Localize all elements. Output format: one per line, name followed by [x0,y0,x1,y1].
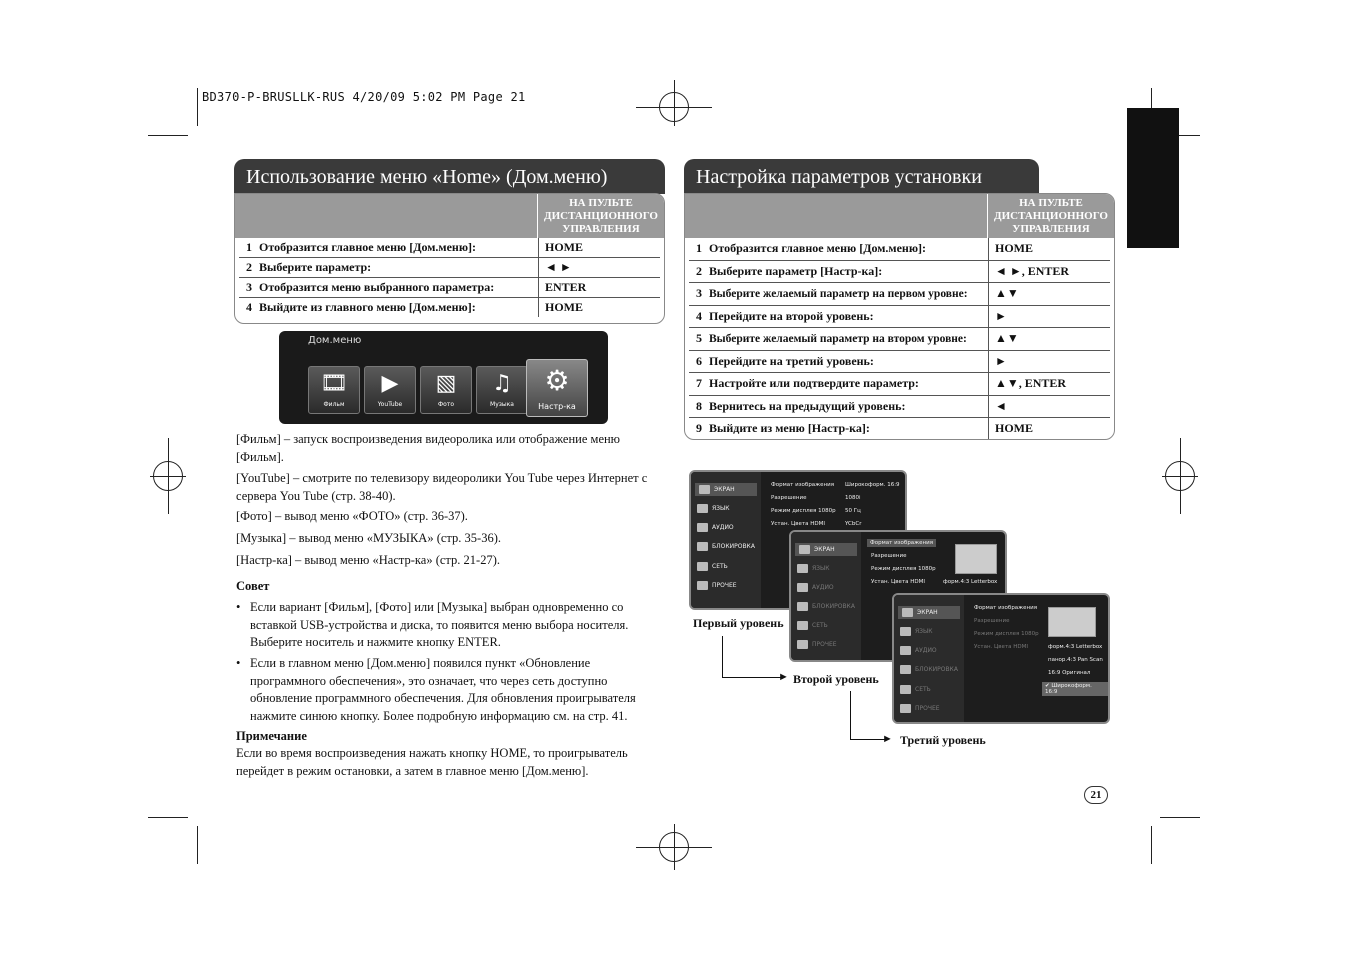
tv-icon [699,485,710,494]
option-name[interactable]: Устан. Цвета HDMI [871,579,925,585]
option-item[interactable]: форм.4:3 Letterbox [1048,644,1103,650]
paragraph-film: [Фильм] – запуск воспроизведения видеоролика или отображение меню [Фильм]. [236,432,621,464]
arrow-line [722,636,723,678]
speaker-icon [797,583,808,592]
home-menu-title: Дом.меню [308,335,362,346]
option-value: 1080i [845,495,861,501]
registration-line [168,438,169,514]
table-row: 2 Выберите параметр [Настр-ка]: ◄ ►, ENTER [689,261,1110,284]
tip-item: • Если в главном меню [Дом.меню] появился пункт «Обновление программного обеспечения», это означает, что через сеть доступно обновление программного обеспечения. Для обновления проигрывателя нажмите синюю кнопку. Более подробную информацию см. на стр. 41. [250,655,664,725]
option-name: Устан. Цвета HDMI [974,644,1028,650]
tile-film[interactable]: 🎞 Фильм [308,366,360,414]
menu-item-screen[interactable]: ЭКРАН [898,606,960,619]
crop-mark [197,88,198,126]
table-row: 3 Выберите желаемый параметр на первом уровне: ▲▼ [689,283,1110,306]
tv-icon [902,608,913,617]
table-row: 1 Отобразится главное меню [Дом.меню]: HOME [689,238,1110,261]
option-value: форм.4:3 Letterbox [943,579,998,585]
crop-mark [197,826,198,864]
menu-item-lock[interactable]: БЛОКИРОВКА [697,542,755,551]
menu-item-lock[interactable]: БЛОКИРОВКА [797,602,855,611]
table-row: 3 Отобразится меню выбранного параметра: ENTER [239,278,660,298]
table-row: 6 Перейдите на третий уровень: ► [689,351,1110,374]
right-section-title: Настройка параметров установки [684,159,1039,194]
photo-icon: ▧ [435,371,457,396]
registration-line [674,80,675,126]
speaker-icon [900,646,911,655]
menu-item-network[interactable]: СЕТЬ [797,621,828,630]
remote-column-header: НА ПУЛЬТЕ ДИСТАНЦИОННОГО УПРАВЛЕНИЯ [537,194,664,238]
left-section-title: Использование меню «Home» (Дом.меню) [234,159,665,194]
note-title: Примечание [236,729,307,743]
aspect-preview-icon [955,544,997,574]
crop-mark [1160,817,1200,818]
label-second-level: Второй уровень [793,672,879,686]
option-value: 50 Гц [845,508,861,514]
page-number: 21 [1084,786,1108,804]
menu-item-other[interactable]: ПРОЧЕЕ [797,640,837,649]
crop-mark [148,817,188,818]
option-name: Режим дисплея 1080p [771,508,836,514]
lock-icon [900,665,911,674]
setup-screen-level3 [892,593,1110,724]
option-name[interactable]: Формат изображения [867,539,936,547]
table-header [685,194,1114,238]
home-steps-table [234,193,665,324]
option-item-selected[interactable]: ✔ Широкоформ. 16:9 [1042,682,1108,696]
tile-youtube[interactable]: ▶ YouTube [364,366,416,414]
menu-item-lock[interactable]: БЛОКИРОВКА [900,665,958,674]
crop-mark [148,135,188,136]
music-note-icon: ♫ [492,371,512,396]
menu-item-language[interactable]: ЯЗЫК [900,627,933,636]
option-name: Разрешение [974,618,1010,624]
tile-photo[interactable]: ▧ Фото [420,366,472,414]
table-row: 9 Выйдите из меню [Настр-ка]: HOME [689,418,1110,440]
option-item[interactable]: 16:9 Оригинал [1048,670,1091,676]
globe-icon [900,685,911,694]
box-icon [900,704,911,713]
table-header [235,194,664,238]
print-header: BD370-P-BRUSLLK-RUS 4/20/09 5:02 PM Page 21 [202,90,526,104]
table-row: 4 Перейдите на второй уровень: ► [689,306,1110,329]
menu-item-screen[interactable]: ЭКРАН [795,543,857,556]
option-name: Формат изображения [771,482,834,488]
youtube-icon: ▶ [381,371,399,396]
registration-line [674,824,675,870]
table-row: 2 Выберите параметр: ◄ ► [239,258,660,278]
remote-column-header: НА ПУЛЬТЕ ДИСТАНЦИОННОГО УПРАВЛЕНИЯ [987,194,1114,238]
language-icon [900,627,911,636]
globe-icon [697,562,708,571]
label-first-level: Первый уровень [693,616,784,630]
paragraph-youtube: [YouTube] – смотрите по телевизору видеоролики You Tube через Интернет с сервера You Tube (стр. 38-40). [236,471,648,503]
table-row: 1 Отобразится главное меню [Дом.меню]: HOME [239,238,660,258]
menu-item-audio[interactable]: АУДИО [797,583,834,592]
option-name: Разрешение [771,495,807,501]
setup-steps-table [684,193,1115,440]
tip-item: • Если вариант [Фильм], [Фото] или [Музыка] выбран одновременно со вставкой USB-устройства и диска, то появится меню выбора носителя. Выберите носитель и нажмите кнопку ENTER. [250,599,664,652]
menu-item-network[interactable]: СЕТЬ [900,685,931,694]
arrow-right-icon: ► [882,733,893,745]
table-row: 5 Выберите желаемый параметр на втором уровне: ▲▼ [689,328,1110,351]
lock-icon [797,602,808,611]
option-value: YCbCr [845,521,862,527]
menu-item-language[interactable]: ЯЗЫК [697,504,730,513]
menu-item-other[interactable]: ПРОЧЕЕ [900,704,940,713]
table-row: 4 Выйдите из главного меню [Дом.меню]: HOME [239,298,660,317]
option-name[interactable]: Разрешение [871,553,907,559]
tip-title: Совет [236,579,270,593]
tile-music[interactable]: ♫ Музыка [476,366,528,414]
box-icon [797,640,808,649]
menu-item-network[interactable]: СЕТЬ [697,562,728,571]
menu-item-audio[interactable]: АУДИО [697,523,734,532]
arrow-line [722,677,782,678]
arrow-right-icon: ► [778,671,789,683]
menu-item-audio[interactable]: АУДИО [900,646,937,655]
arrow-line [850,691,851,739]
option-name[interactable]: Режим дисплея 1080p [871,566,936,572]
tv-icon [799,545,810,554]
registration-line [1180,438,1181,514]
table-row: 7 Настройте или подтвердите параметр: ▲▼, ENTER [689,373,1110,396]
paragraph-photo: [Фото] – вывод меню «ФОТО» (стр. 36-37). [236,509,468,523]
paragraph-music: [Музыка] – вывод меню «МУЗЫКА» (стр. 35-36). [236,531,501,545]
paragraph-settings: [Настр-ка] – вывод меню «Настр-ка» (стр. 21-27). [236,553,500,567]
table-row: 8 Вернитесь на предыдущий уровень: ◄ [689,396,1110,419]
option-item[interactable]: панор.4:3 Pan Scan [1048,657,1103,663]
crop-mark [1151,826,1152,864]
note-text: Если во время воспроизведения нажать кнопку HOME, то проигрыватель перейдет в режим остановки, а затем в главное меню [Дом.меню]. [236,746,628,778]
lock-icon [697,542,708,551]
option-name: Устан. Цвета HDMI [771,521,825,527]
box-icon [697,581,708,590]
option-value: Широкоформ. 16:9 [845,482,900,488]
menu-item-language[interactable]: ЯЗЫК [797,564,830,573]
aspect-preview-icon [1048,607,1096,637]
menu-item-screen[interactable]: ЭКРАН [695,483,757,496]
option-name: Формат изображения [974,605,1037,611]
language-icon [797,564,808,573]
language-icon [697,504,708,513]
speaker-icon [697,523,708,532]
menu-item-other[interactable]: ПРОЧЕЕ [697,581,737,590]
gear-icon: ⚙ [544,364,570,397]
tile-settings[interactable]: ⚙ Настр-ка [526,359,588,417]
option-name: Режим дисплея 1080p [974,631,1039,637]
arrow-line [850,739,886,740]
globe-icon [797,621,808,630]
film-reel-icon: 🎞 [320,371,348,396]
chapter-tab [1127,108,1179,248]
label-third-level: Третий уровень [900,733,986,747]
